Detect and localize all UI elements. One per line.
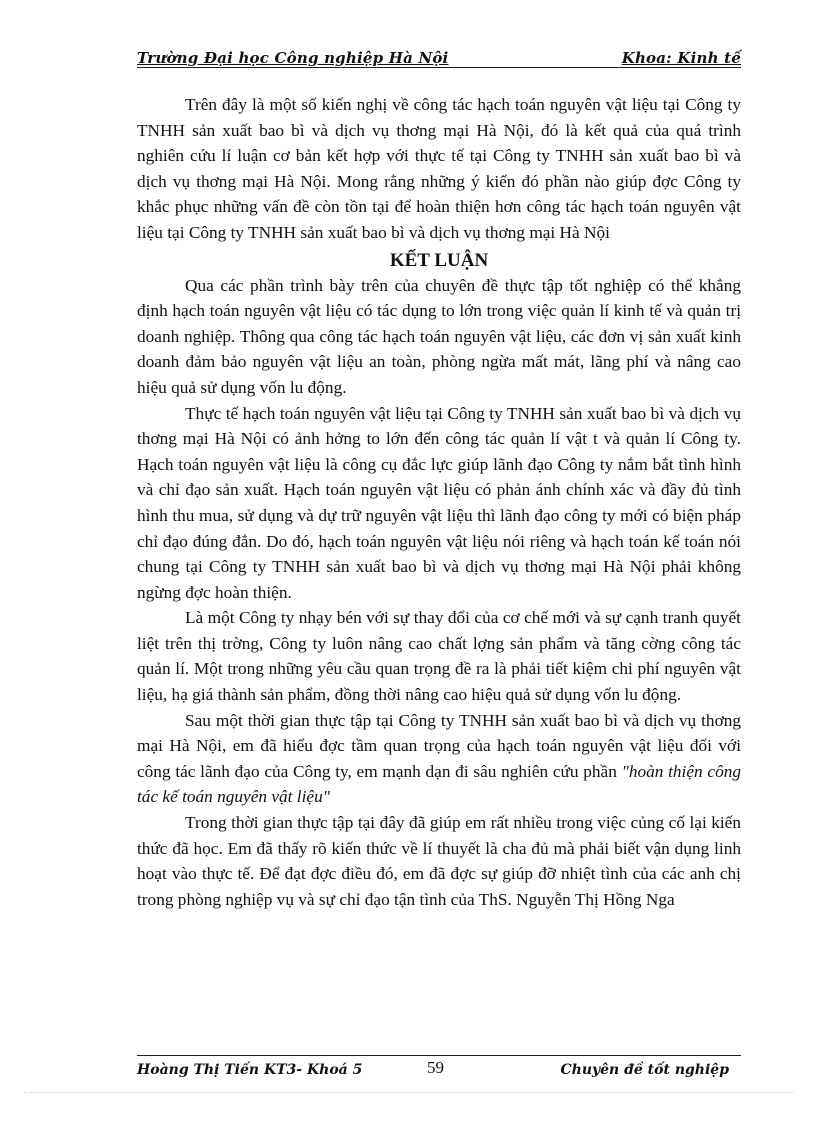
footer-title: Chuyên đề tốt nghiệp [560,1062,729,1078]
page-number: 59 [427,1058,444,1077]
header-divider [137,67,741,68]
paragraph-4-text: Sau một thời gian thực tập tại Công ty TNHH sản xuất bao bì và dịch vụ thơng mại Hà Nội, em đã hiểu đợc tầm quan trọng của hạch toán nguyên vật liệu đối với công tác lãnh đạo của Công ty, em mạnh dạn đi sâu nghiên cứu phần [137,710,741,781]
page-bottom-border [24,1092,794,1093]
header-school: Trường Đại học Công nghiệp Hà Nội [137,49,449,67]
conclusion-heading: KẾT LUẬN [389,249,489,271]
page-header [137,49,741,69]
conclusion-paragraph-4 [137,708,741,810]
paragraph-4-italic-topic: "hoàn thiện công tác kế toán nguyên vật liệu" [137,761,741,807]
page-footer [137,1060,741,1080]
footer-author: Hoàng Thị Tiến KT3- Khoá 5 [137,1062,363,1078]
footer-divider [137,1055,741,1056]
conclusion-paragraph-2: Thực tế hạch toán nguyên vật liệu tại Công ty TNHH sản xuất bao bì và dịch vụ thơng mại Hà Nội có ảnh hởng to lớn đến công tác quản lí vật t và quản lí Công ty. Hạch toán nguyên vật liệu là công cụ đắc lực giúp lãnh đạo Công ty nắm bắt tình hình và chỉ đạo sản xuất. Hạch toán nguyên vật liệu có phản ánh chính xác và đầy đủ tình hình thu mua, sử dụng và dự trữ nguyên vật liệu thì lãnh đạo công ty mới có biện pháp chỉ đạo đúng đắn. Do đó, hạch toán nguyên vật liệu nói riêng và hạch toán kế toán nói chung tại Công ty TNHH sản xuất bao bì và dịch vụ thơng mại Hà Nội phải không ngừng đợc hoàn thiện. [137,403,741,602]
conclusion-paragraph-3: Là một Công ty nhạy bén với sự thay đổi của cơ chế mới và sự cạnh tranh quyết liệt trên thị trờng, Công ty luôn nâng cao chất lợng sản phẩm và tăng cờng công tác quản lí. Một trong những yêu cầu quan trọng đề ra là phải tiết kiệm chi phí nguyên vật liệu, hạ giá thành sản phẩm, đồng thời nâng cao hiệu quả sử dụng vốn lu động. [137,608,741,705]
intro-paragraph: Trên đây là một số kiến nghị về công tác hạch toán nguyên vật liệu tại Công ty TNHH sản xuất bao bì và dịch vụ thơng mại Hà Nội, đó là kết quả của quá trình nghiên cứu lí luận cơ bản kết hợp với thực tế tại Công ty TNHH sản xuất bao bì và dịch vụ thơng mại Hà Nội. Mong rằng những ý kiến đó phần nào giúp đợc Công ty khắc phục những vấn đề còn tồn tại để hoàn thiện hơn công tác hạch toán nguyên vật liệu tại Công ty TNHH sản xuất bao bì và dịch vụ thơng mại Hà Nội [137,95,741,242]
document-body [137,92,741,912]
header-faculty: Khoa: Kinh tế [621,49,741,67]
conclusion-paragraph-1: Qua các phần trình bày trên của chuyên đề thực tập tốt nghiệp có thể khẳng định hạch toán nguyên vật liệu có tác dụng to lớn trong việc quản lí kinh tế và quản trị doanh nghiệp. Thông qua công tác hạch toán nguyên vật liệu, các đơn vị sản xuất kinh doanh đảm bảo nguyên vật liệu an toàn, phòng ngừa mất mát, lãng phí và nâng cao hiệu quả sử dụng vốn lu động. [137,275,741,397]
conclusion-paragraph-5: Trong thời gian thực tập tại đây đã giúp em rất nhiều trong việc củng cố lại kiến thức đã học. Em đã thấy rõ kiến thức về lí thuyết là cha đủ mà phải biết vận dụng linh hoạt vào thực tế. Để đạt đợc điều đó, em đã đợc sự giúp đỡ nhiệt tình của các anh chị trong phòng nghiệp vụ và sự chỉ đạo tận tình của ThS. Nguyễn Thị Hồng Nga [137,813,741,909]
